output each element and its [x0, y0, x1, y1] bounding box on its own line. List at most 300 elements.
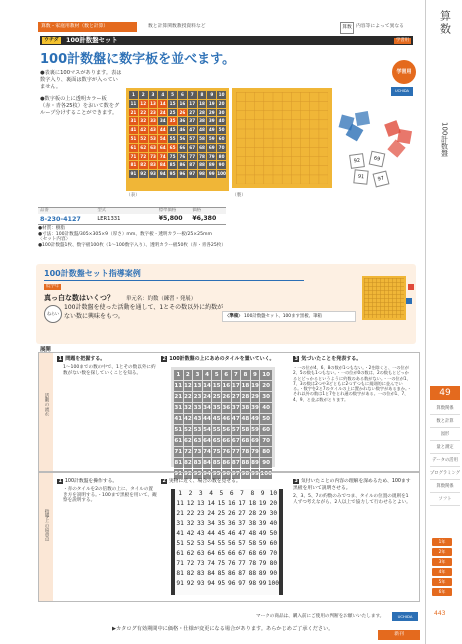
- number-cell: 60: [218, 135, 225, 141]
- sidebar-item[interactable]: 算数関係: [430, 402, 460, 415]
- number-cell: 71: [130, 153, 137, 159]
- number-cell: 72: [140, 153, 147, 159]
- step-title: 問題を把握する。: [65, 356, 106, 362]
- chart-number: 28: [248, 510, 257, 517]
- aim-text: 100計数盤を使った活動を通して、1とその数以外に約数がない数に興味をもつ。: [64, 304, 224, 320]
- number-cell: 29: [208, 109, 215, 115]
- chart-number: 62: [186, 550, 195, 557]
- number-cell: 96: [179, 171, 186, 177]
- chart-number: 23: [197, 510, 205, 517]
- chart-number: 74: [207, 560, 215, 567]
- step-text: ・一の位が4、6、8の数が1つもない。・2を除くと、一の位が2、5の数も1つもない。・一の位が0の数は、2の数もとどっかるとどっかるというように約数のある数がない。・一の位が1、7、3の数は2つや3どともに2つずつもに規則的に並んでいる。・数字を2と7のタイルの上に置かれない数字があるまか。・それ以外の数は1と7をとれ通の数字がある。一の位が1、7、4、9、と並ぶ数がとります。: [293, 365, 412, 402]
- grade-tab[interactable]: 4年: [432, 568, 452, 576]
- number-cell: 41: [174, 416, 183, 422]
- sidebar-item[interactable]: 数と計算: [430, 415, 460, 428]
- number-cell: 78: [241, 449, 250, 455]
- number-cell: 45: [169, 127, 176, 133]
- header-model: 型式: [97, 208, 107, 213]
- number-cell: 3: [149, 91, 158, 99]
- number-cell: 100: [217, 171, 226, 177]
- guide-unit: 単元名：約数（練習・発展）: [126, 296, 197, 302]
- footer-note: ▶カタログ有効期間中に価格・仕様が変更になる場合があります。あらかじめご了承ください。: [112, 626, 334, 632]
- number-cell: 91: [130, 171, 137, 177]
- grade-tab[interactable]: 3年: [432, 558, 452, 566]
- guide-question: 真っ白な数はいくつ？: [44, 294, 114, 302]
- number-cell: 12: [183, 383, 192, 389]
- chart-number: 92: [186, 580, 195, 587]
- number-cell: 58: [241, 427, 250, 433]
- chart-number: 63: [197, 550, 205, 557]
- number-cell: 94: [203, 471, 211, 477]
- mark-note: マークの商品は、購入前にご使用の判断をお願いいたします。: [256, 614, 385, 619]
- sidebar-item[interactable]: 図形: [430, 428, 460, 441]
- number-cell: 4: [158, 91, 167, 99]
- usage-badge: 学習用: [395, 37, 409, 43]
- grade-tab[interactable]: 6年: [432, 588, 452, 596]
- chart-number: 38: [248, 520, 257, 527]
- chart-number: 27: [238, 510, 246, 517]
- number-cell: 73: [193, 449, 202, 455]
- chart-number: 36: [227, 520, 236, 527]
- loose-tiles: [336, 112, 424, 198]
- number-cell: 26: [179, 109, 186, 115]
- step-title: 気付いたことの内容の理解を深めるため、100ます黒板を用いて説明させる。: [293, 479, 411, 491]
- step-2: [161, 355, 285, 362]
- chart-number: 86: [227, 570, 236, 577]
- uchida-logo: UCHIDA: [391, 87, 413, 96]
- number-cell: 76: [222, 449, 231, 455]
- number-cell: 52: [183, 427, 192, 433]
- number-tile: 97: [373, 171, 390, 188]
- model-number: LER1331: [97, 216, 121, 222]
- number-cell: 31: [174, 405, 183, 411]
- number-cell: 55: [212, 427, 221, 433]
- step-text: ・赤のタイルを2の倍数の上に、タイルの置き方を説明する。・100まで黒板を用いて、観察を説明する。: [63, 487, 157, 504]
- number-cell: 25: [169, 109, 176, 115]
- number-cell: 36: [222, 405, 231, 411]
- chart-number: 100: [267, 580, 279, 587]
- number-cell: 66: [222, 438, 231, 444]
- number-cell: 46: [179, 127, 186, 133]
- chart-number: 39: [258, 520, 267, 527]
- flow-label: 展開: [40, 347, 51, 353]
- number-cell: 35: [169, 118, 176, 124]
- chart-number: 81: [176, 570, 184, 577]
- chart-number: 80: [269, 560, 278, 567]
- subcategory-label: 数と計算関数教授資料など: [148, 24, 206, 29]
- number-cell: 33: [150, 118, 156, 124]
- chart-number: 68: [248, 550, 257, 557]
- step-title: 100計数盤の上にあめのタイルを置いていく。: [169, 356, 275, 362]
- number-cell: 38: [241, 405, 250, 411]
- chart-number: 85: [217, 570, 226, 577]
- number-cell: 9: [251, 370, 260, 380]
- number-cell: 51: [174, 427, 183, 433]
- number-cell: 7: [188, 91, 197, 99]
- chart-number: 58: [248, 540, 257, 547]
- number-cell: 68: [241, 438, 250, 444]
- number-cell: 81: [174, 460, 183, 466]
- number-cell: 1: [174, 370, 183, 380]
- number-cell: 90: [218, 162, 225, 168]
- number-cell: 38: [199, 118, 205, 124]
- chart-number: 67: [238, 550, 246, 557]
- number-cell: 40: [262, 405, 271, 411]
- sidebar-item[interactable]: 量と測定: [430, 441, 460, 454]
- chart-number: 79: [258, 560, 267, 567]
- grade-tab[interactable]: 1年: [432, 538, 452, 546]
- number-cell: 13: [150, 100, 156, 106]
- counting-board-back: [232, 88, 332, 188]
- counting-board-grid: [129, 91, 226, 178]
- chart-number: 84: [207, 570, 215, 577]
- number-cell: 84: [203, 460, 211, 466]
- number-cell: 36: [179, 118, 186, 124]
- number-cell: 34: [159, 118, 166, 124]
- number-cell: 78: [199, 153, 205, 159]
- chart-number: 70: [269, 550, 278, 557]
- sidebar: [425, 0, 462, 644]
- number-cell: 79: [251, 449, 259, 455]
- number-cell: 55: [169, 135, 176, 141]
- sidebar-item[interactable]: 算数関係: [430, 480, 460, 493]
- sidebar-item[interactable]: データの活用: [430, 454, 460, 467]
- number-cell: 46: [222, 416, 231, 422]
- number-cell: 56: [179, 135, 186, 141]
- number-cell: 67: [189, 144, 196, 150]
- number-cell: 86: [222, 460, 231, 466]
- number-cell: 85: [212, 460, 221, 466]
- chart-number: 21: [176, 510, 184, 517]
- step-number: 1: [58, 479, 62, 484]
- number-cell: 30: [262, 394, 271, 400]
- number-cell: 85: [169, 162, 176, 168]
- number-cell: 44: [203, 416, 211, 422]
- number-cell: 28: [241, 394, 250, 400]
- number-cell: 53: [193, 427, 202, 433]
- number-cell: 6: [222, 370, 231, 380]
- number-cell: 54: [203, 427, 211, 433]
- number-cell: 21: [174, 394, 183, 400]
- number-cell: 64: [203, 438, 211, 444]
- number-cell: 50: [262, 416, 271, 422]
- number-cell: 25: [212, 394, 221, 400]
- sidebar-page-label: 443: [434, 610, 446, 617]
- product-name: 100計数盤セット: [66, 36, 118, 44]
- maker-badge: ウチダ: [44, 37, 59, 43]
- chart-number: 9: [260, 490, 265, 497]
- grade-tab[interactable]: 5年: [432, 578, 452, 586]
- step-text: 2、3、5、7の約数のみでつま、タイルの位置の規則を1人ずつ考えながら、2人以上で協力して行わせるとよい。: [293, 494, 411, 505]
- number-cell: 4: [203, 370, 212, 380]
- sidebar-item[interactable]: プログラミング: [430, 467, 460, 480]
- chart-number: 5: [219, 490, 224, 497]
- back-caption: （裏）: [232, 193, 246, 198]
- number-cell: 27: [189, 109, 196, 115]
- number-cell: 95: [212, 471, 221, 477]
- number-cell: 10: [262, 372, 271, 378]
- number-cell: 98: [241, 471, 250, 477]
- number-cell: 98: [199, 171, 205, 177]
- number-cell: 5: [168, 91, 177, 99]
- number-cell: 56: [222, 427, 231, 433]
- chart-number: 17: [238, 500, 246, 507]
- footer-logo: UCHIDA: [392, 612, 418, 621]
- step-number: 1: [58, 356, 62, 362]
- number-cell: 97: [189, 171, 196, 177]
- number-cell: 39: [251, 405, 259, 411]
- chart-number: 82: [186, 570, 195, 577]
- list-price: ¥5,800: [158, 215, 183, 222]
- chart-number: 96: [227, 580, 236, 587]
- chart-number: 11: [176, 500, 184, 507]
- chart-number: 54: [207, 540, 215, 547]
- number-cell: 32: [140, 118, 147, 124]
- number-cell: 100: [260, 471, 272, 477]
- number-cell: 17: [189, 100, 196, 106]
- number-cell: 16: [222, 383, 231, 389]
- chart-number: 55: [217, 540, 226, 547]
- number-cell: 51: [130, 135, 137, 141]
- number-cell: 88: [241, 460, 250, 466]
- number-cell: 9: [207, 91, 216, 99]
- number-cell: 80: [262, 449, 271, 455]
- number-cell: 83: [150, 162, 156, 168]
- number-cell: 39: [208, 118, 215, 124]
- chart-number: 47: [238, 530, 246, 537]
- number-cell: 29: [251, 394, 259, 400]
- number-cell: 79: [208, 153, 215, 159]
- step-title: 100計数盤を操作する。: [64, 479, 118, 484]
- chart-number: 4: [209, 490, 213, 497]
- chart-number: 50: [269, 530, 278, 537]
- number-cell: 23: [193, 394, 202, 400]
- chart-number: 56: [227, 540, 236, 547]
- chart-number: 8: [250, 490, 255, 497]
- number-cell: 15: [169, 100, 176, 106]
- chart-number: 97: [238, 580, 246, 587]
- number-cell: 6: [178, 91, 187, 99]
- number-cell: 94: [159, 171, 166, 177]
- side-label-notes: 指導上の留意点: [44, 509, 49, 542]
- hundred-chart-grid: [175, 489, 279, 589]
- spec-line: 〈セット内容〉: [38, 237, 71, 243]
- number-cell: 48: [241, 416, 250, 422]
- number-cell: 43: [193, 416, 202, 422]
- sidebar-item[interactable]: ソフト: [430, 493, 460, 506]
- number-cell: 65: [212, 438, 221, 444]
- chart-number: 51: [176, 540, 184, 547]
- chart-number: 2: [188, 490, 193, 497]
- guide-board-grid: [364, 278, 404, 318]
- product-title-bar: [40, 36, 413, 45]
- step-board-grid: [174, 370, 272, 479]
- chart-number: 35: [217, 520, 226, 527]
- chart-number: 75: [217, 560, 226, 567]
- number-cell: 74: [159, 153, 166, 159]
- chart-number: 20: [269, 500, 278, 507]
- number-cell: 40: [218, 118, 225, 124]
- number-cell: 44: [159, 127, 166, 133]
- product-specs: [38, 226, 368, 249]
- number-cell: 70: [262, 438, 271, 444]
- chart-number: 91: [176, 580, 184, 587]
- number-cell: 41: [130, 127, 137, 133]
- number-cell: 63: [150, 144, 156, 150]
- number-cell: 32: [183, 405, 192, 411]
- product-bullet-2: ●数字板の上に透明カラー板（赤・青各25枚）をおいて数をグループ分けすることができます。: [40, 96, 120, 116]
- grade-tab[interactable]: 2年: [432, 548, 452, 556]
- chart-number: 7: [240, 490, 244, 497]
- number-cell: 19: [208, 100, 215, 106]
- number-cell: 22: [140, 109, 147, 115]
- chart-number: 65: [217, 550, 226, 557]
- blue-tile: [355, 111, 370, 126]
- number-cell: 23: [150, 109, 156, 115]
- number-cell: 95: [169, 171, 176, 177]
- price-table: [38, 207, 226, 225]
- number-cell: 8: [198, 91, 207, 99]
- grade-badge: 低学年: [46, 284, 60, 289]
- chart-number: 69: [258, 550, 267, 557]
- chart-number: 41: [176, 530, 184, 537]
- chart-number: 12: [186, 500, 195, 507]
- chart-number: 94: [207, 580, 215, 587]
- number-cell: 7: [232, 370, 241, 380]
- number-cell: 82: [183, 460, 192, 466]
- side-label-activities: 活動の流れ: [44, 393, 49, 416]
- number-cell: 77: [231, 449, 240, 455]
- number-cell: 16: [179, 100, 186, 106]
- chart-number: 22: [186, 510, 195, 517]
- number-cell: 92: [140, 171, 147, 177]
- chart-number: 10: [269, 490, 278, 497]
- number-cell: 72: [183, 449, 192, 455]
- number-cell: 99: [208, 171, 215, 177]
- number-cell: 33: [193, 405, 202, 411]
- chart-number: 3: [198, 490, 203, 497]
- guide-board-photo: [362, 276, 406, 320]
- step-number: 2: [162, 356, 166, 362]
- header-list-price: 標準価格: [158, 208, 177, 213]
- chart-number: 73: [197, 560, 205, 567]
- number-cell: 58: [199, 135, 205, 141]
- chart-number: 13: [197, 500, 205, 507]
- number-cell: 5: [212, 370, 221, 380]
- chart-number: 95: [217, 580, 226, 587]
- number-cell: 53: [150, 135, 156, 141]
- number-cell: 92: [183, 471, 192, 477]
- chart-number: 90: [269, 570, 278, 577]
- chart-number: 71: [176, 560, 184, 567]
- chart-number: 83: [197, 570, 205, 577]
- chart-number: 40: [269, 520, 278, 527]
- number-cell: 14: [159, 100, 166, 106]
- number-cell: 27: [231, 394, 240, 400]
- number-cell: 63: [193, 438, 202, 444]
- number-cell: 73: [150, 153, 156, 159]
- number-cell: 75: [169, 153, 176, 159]
- sidebar-nav: [430, 402, 460, 506]
- number-cell: 61: [174, 438, 183, 444]
- chart-number: 76: [227, 560, 236, 567]
- chart-number: 24: [207, 510, 215, 517]
- chart-number: 14: [207, 500, 215, 507]
- chart-number: 53: [197, 540, 205, 547]
- number-cell: 90: [262, 460, 271, 466]
- chart-number: 31: [176, 520, 184, 527]
- number-cell: 91: [174, 471, 183, 477]
- number-cell: 20: [218, 100, 225, 106]
- number-cell: 30: [218, 109, 225, 115]
- number-cell: 3: [193, 370, 202, 380]
- number-cell: 42: [183, 416, 192, 422]
- number-cell: 74: [203, 449, 211, 455]
- chart-number: 60: [269, 540, 278, 547]
- step-number: 3: [294, 479, 298, 484]
- step-title: 実物に近く、場合の数を見せる。: [168, 479, 241, 484]
- number-cell: 20: [262, 383, 271, 389]
- number-cell: 81: [130, 162, 137, 168]
- materials-text: 100計数盤セット、100ます黒板、筆箱: [243, 314, 322, 319]
- number-cell: 93: [150, 171, 156, 177]
- note-1: [57, 477, 157, 504]
- chart-number: 49: [258, 530, 267, 537]
- chart-number: 19: [258, 500, 267, 507]
- number-cell: 66: [179, 144, 186, 150]
- chart-number: 16: [227, 500, 236, 507]
- number-cell: 13: [193, 383, 202, 389]
- guide-title: 100計数盤セット指導案例: [44, 269, 141, 278]
- chart-number: 57: [238, 540, 246, 547]
- chart-number: 44: [207, 530, 215, 537]
- chart-number: 6: [229, 490, 234, 497]
- number-cell: 61: [130, 144, 137, 150]
- number-cell: 77: [189, 153, 196, 159]
- number-cell: 12: [140, 100, 147, 106]
- number-cell: 11: [174, 383, 183, 389]
- chart-number: 43: [197, 530, 205, 537]
- materials-box: [222, 311, 356, 322]
- number-cell: 18: [241, 383, 250, 389]
- number-cell: 62: [183, 438, 192, 444]
- number-cell: 69: [208, 144, 215, 150]
- chart-number: 87: [238, 570, 246, 577]
- number-cell: 1: [129, 91, 138, 99]
- guide-intro-panel: [36, 264, 416, 344]
- chart-number: 30: [269, 510, 278, 517]
- number-cell: 47: [189, 127, 196, 133]
- number-tile: 69: [369, 151, 386, 168]
- blank-grid: [236, 92, 328, 184]
- chart-number: 32: [186, 520, 195, 527]
- side-strip: [39, 473, 53, 601]
- number-cell: 68: [199, 144, 205, 150]
- spec-line: ●寸法：100計数盤/305×305×9（厚さ）mm、数字板・透明カラー板/25×25mm: [38, 231, 212, 237]
- number-cell: 96: [222, 471, 231, 477]
- step-title: 気づいたことを発表する。: [301, 356, 362, 362]
- red-tile: [408, 284, 414, 290]
- number-cell: 2: [139, 91, 148, 99]
- materials-label: 〈準備〉: [225, 314, 243, 319]
- number-cell: 89: [208, 162, 215, 168]
- number-cell: 45: [212, 416, 221, 422]
- number-cell: 28: [199, 109, 205, 115]
- chart-number: 61: [176, 550, 184, 557]
- number-cell: 52: [140, 135, 147, 141]
- number-cell: 26: [222, 394, 231, 400]
- chart-number: 34: [207, 520, 215, 527]
